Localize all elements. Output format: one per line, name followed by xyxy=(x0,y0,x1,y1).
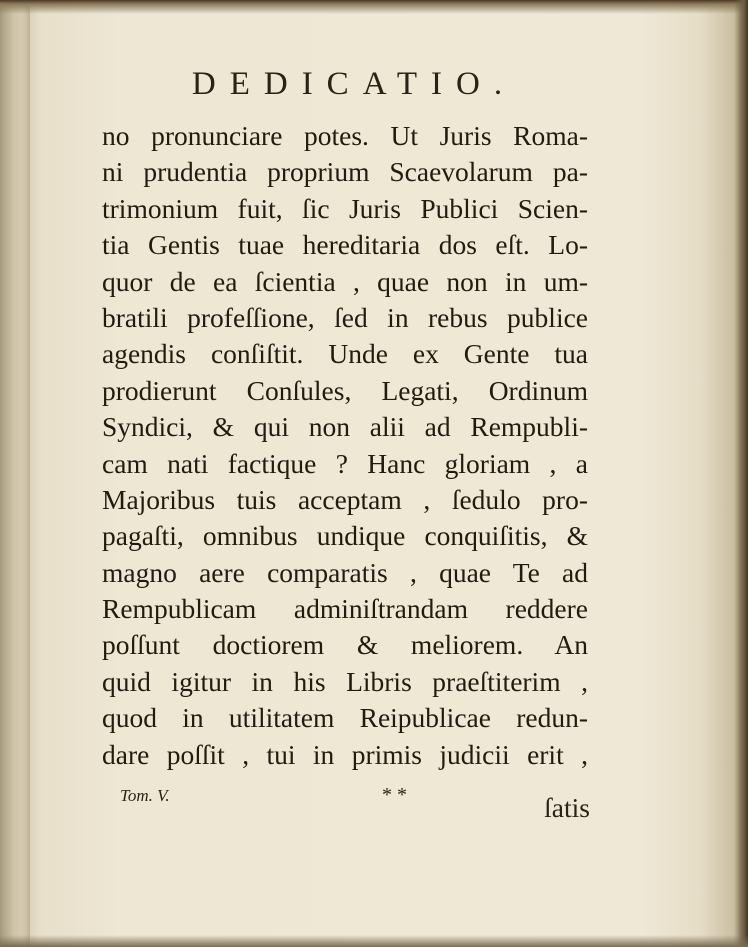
text-line: Majoribus tuis acceptam , ſedulo pro- xyxy=(102,483,588,515)
text-line: no pronunciare potes. Ut Juris Roma- xyxy=(102,120,588,151)
top-edge-shadow xyxy=(0,0,748,14)
text-line: quid igitur in his Libris praeſtiterim , xyxy=(102,665,588,697)
text-line: Rempublicam adminiſtrandam reddere xyxy=(102,593,588,625)
volume-signature: Tom. V. xyxy=(120,786,170,805)
text-line: dare poſſit , tui in primis judicii erit , xyxy=(102,738,588,770)
text-line: ni prudentia proprium Scaevolarum pa- xyxy=(102,156,588,188)
text-line: poſſunt doctiorem & meliorem. An xyxy=(102,629,588,661)
signature-mark: * * xyxy=(382,784,407,806)
text-line: cam nati factique ? Hanc gloriam , a xyxy=(102,447,588,479)
body-text xyxy=(102,118,588,773)
text-line: prodierunt Conſules, Legati, Ordinum xyxy=(102,374,588,406)
page-footer xyxy=(120,786,590,826)
text-line: Syndici, & qui non alii ad Rempubli- xyxy=(102,411,588,443)
right-edge-shadow xyxy=(734,0,748,947)
running-head: DEDICATIO. xyxy=(191,66,517,102)
text-line: magno aere comparatis , quae Te ad xyxy=(102,556,588,588)
binding-gutter xyxy=(0,0,30,947)
text-line: pagaſti, omnibus undique conquiſitis, & xyxy=(102,520,588,552)
catchword: ſatis xyxy=(544,792,590,823)
text-line: quod in utilitatem Reipublicae redun- xyxy=(102,702,588,734)
text-line: quor de ea ſcientia , quae non in um- xyxy=(102,265,588,297)
text-line: tia Gentis tuae hereditaria dos eſt. Lo- xyxy=(102,229,588,261)
text-line: trimonium fuit, ſic Juris Publici Scien- xyxy=(102,192,588,224)
bottom-edge-shadow xyxy=(0,935,748,947)
text-line: agendis conſiſtit. Unde ex Gente tua xyxy=(102,338,588,370)
text-line: bratili profeſſione, ſed in rebus publice xyxy=(102,301,588,333)
